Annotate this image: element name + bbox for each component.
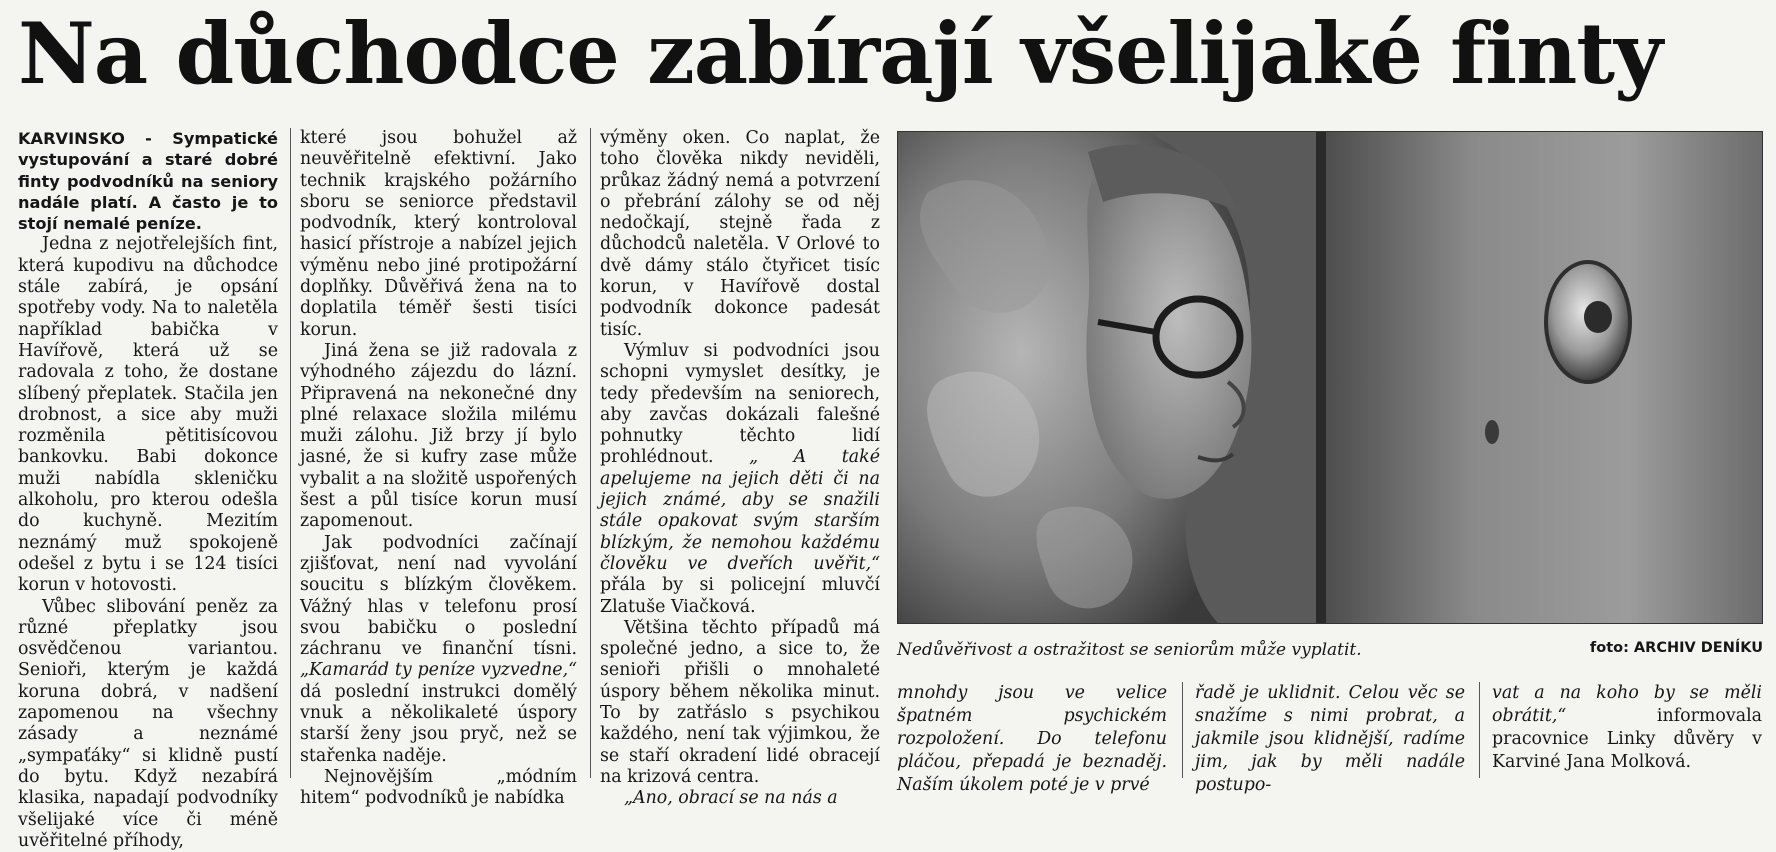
column-rule <box>590 128 591 778</box>
column-rule <box>290 128 291 778</box>
dateline: KARVINSKO <box>18 129 125 148</box>
column-rule <box>1182 682 1183 778</box>
article-column-3 <box>600 128 880 809</box>
paragraph: řadě je uklidnit. Celou věc se snažíme s nimi probrat, a jakmile jsou klidnější, radíme jim, jak by měli nadále postupo- <box>1195 683 1465 795</box>
bottom-column-2 <box>1195 682 1465 795</box>
paragraph: Jedna z nejotřelejších fint, která kupodivu na důchodce stále zabírá, je opsání spotřeby vody. Na to naletěla například babička v Havířově, která už se radovala z toho, že dostane slíbený přeplatek. Stačila jen drobnost, a sice aby muži rozměnila pětitisícovou bankovku. Babi dokonce muži nabídla skleničku alkoholu, pro kterou odešla do kuchyně. Mezitím neznámý muž spokojeně odešel z bytu i se 124 tisíci korun v hotovosti. <box>18 234 278 596</box>
photo-illustration <box>898 132 1762 623</box>
text-run: informovala pracovnice Linky důvěry v Karviné Jana Molková. <box>1492 706 1762 772</box>
paragraph: mnohdy jsou ve velice špatném psychickém rozpoložení. Do telefonu pláčou, přepadá je beznaděj. Naším úkolem poté je v prvé <box>897 683 1167 795</box>
quote: „ A také apelujeme na jejich děti či na jejich známé, aby se snažili stále opakovat svým starším blízkým, že nemohou každému člověku ve dveřích uvěřit,“ <box>600 447 880 574</box>
text-run: Jak podvodníci začínají zjišťovat, není nad vyvolání soucitu s blízkým člověkem. Vážný hlas v telefonu prosí svou babičku o poslední záchranu ve finanční tísni. <box>300 532 577 660</box>
paragraph: které jsou bohužel až neuvěřitelně efektivní. Jako technik krajského požárního sboru se seniorce představil podvodník, který kontroloval hasicí přístroje a nabízel jejich výměnu nebo jiné protipožární doplňky. Důvěřivá žena na to doplatila téměř šesti tisíci korun. <box>300 128 577 340</box>
text-run: přála by si policejní mluvčí Zlatuše Viačková. <box>600 575 880 617</box>
lead-paragraph <box>18 128 278 234</box>
photo-caption: Nedůvěřivost a ostražitost se seniorům může vyplatit. <box>897 640 1362 660</box>
photo-credit: foto: ARCHIV DENÍKU <box>1589 640 1763 656</box>
bottom-column-1 <box>897 682 1167 795</box>
column-rule <box>1479 682 1480 778</box>
paragraph: Většina těchto případů má společné jedno, a sice to, že senioři přišli o mnohaleté úspory během několika minut. To by zatřáslo s psychikou každého, není tak výjimkou, že se staří okradení lidé obracejí na krizová centra. <box>600 617 880 787</box>
paragraph <box>1492 682 1762 774</box>
text-run: dá poslední instrukci domělý vnuk a několikaleté úspory starší ženy jsou pryč, než se stařenka naděje. <box>300 681 577 766</box>
article-column-2 <box>300 128 577 809</box>
paragraph: „Ano, obrací se na nás a <box>624 788 838 809</box>
quote: vat a na koho by se měli obrátit,“ <box>1492 683 1762 726</box>
paragraph: Vůbec slibování peněz za různé přeplatky jsou osvědčenou variantou. Senioři, kterým je každá koruna dobrá, v nadšení zapomenou na všechny zásady a neznámé „sympaťáky“ si klidně pustí do bytu. Když nezabírá klasika, napadají podvodníky všelijaké více či méně uvěřitelné příhody, <box>18 596 278 851</box>
paragraph: Jiná žena se již radovala z výhodného zájezdu do lázní. Připravená na nekonečné dny plné relaxace složila milému muži zálohu. Již brzy jí bylo jasné, že si kufry zase může vybalit a na složitě uspořených šest a půl tisíce korun musí zapomenout. <box>300 340 577 532</box>
paragraph <box>600 341 880 618</box>
quote: „Kamarád ty peníze vyzvedne,“ <box>300 660 577 681</box>
headline: Na důchodce zabírají všelijaké finty <box>18 4 1662 103</box>
bottom-column-3 <box>1492 682 1762 778</box>
lead-text: - Sympatické vystupování a staré dobré finty podvodníků na seniory nadále platí. A často je to stojí nemalé peníze. <box>18 129 278 234</box>
paragraph: Nejnovějším „módním hitem“ podvodníků je nabídka <box>300 766 577 809</box>
article-column-1 <box>18 128 278 851</box>
paragraph: výměny oken. Co naplat, že toho člověka nikdy neviděli, průkaz žádný nemá a potvrzení o přebrání zálohy se od něj nedočkají, stejně řada z důchodců naletěla. V Orlové to dvě dámy stálo čtyřicet tisíc korun, v Havířově dostal podvodník dokonce padesát tisíc. <box>600 128 880 340</box>
paragraph <box>300 533 577 767</box>
news-photo <box>897 131 1763 624</box>
text-run: Výmluv si podvodníci jsou schopni vymyslet desítky, je tedy především na seniorech, aby zavčas dokázali falešné pohnutky těchto lidí prohlédnout. <box>600 340 880 468</box>
